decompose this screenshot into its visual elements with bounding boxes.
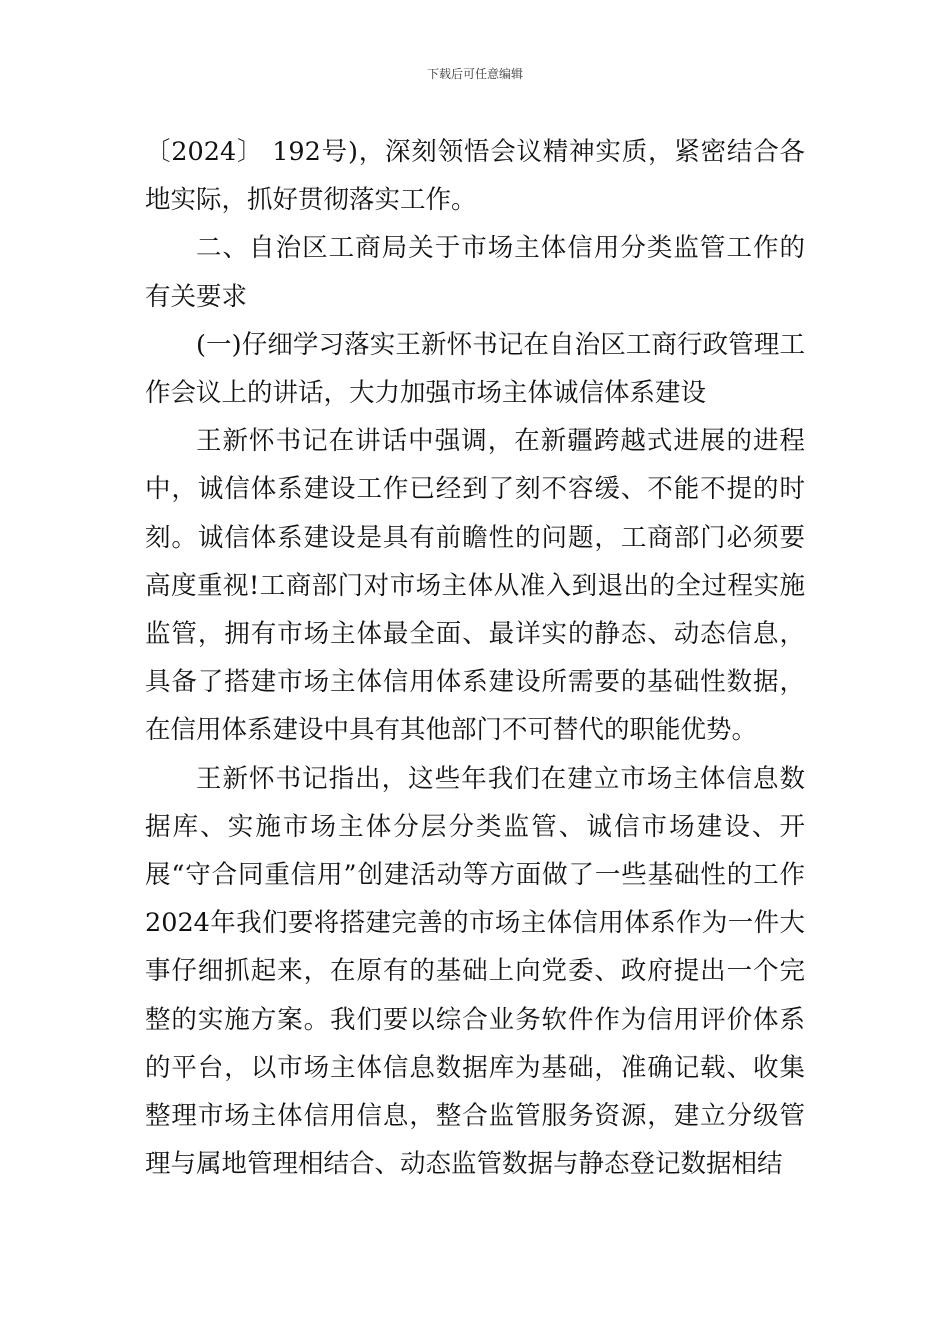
paragraph-1: 〔2024〕 192号)，深刻领悟会议精神实质，紧密结合各地实际，抓好贯彻落实工作。	[145, 137, 805, 216]
paragraph-5: 王新怀书记指出，这些年我们在建立市场主体信息数据库、实施市场主体分层分类监管、诚信市场建设、开展“守合同重信用”创建活动等方面做了一些基础性的工作2024年我们要将搭建完善的市场主体信用体系作为一件大事仔细抓起来，在原有的基础上向党委、政府提出一个完整的实施方案。我们要以综合业务软件作为信用评价体系的平台，以市场主体信息数据库为基础，准确记载、收集整理市场主体信用信息，整合监管服务资源，建立分级管理与属地管理相结合、动态监管数据与静态登记数据相结	[145, 763, 805, 1180]
paragraph-4: 王新怀书记在讲话中强调，在新疆跨越式进展的进程中，诚信体系建设工作已经到了刻不容缓、不能不提的时刻。诚信体系建设是具有前瞻性的问题，工商部门必须要高度重视!工商部门对市场主体从准入到退出的全过程实施监管，拥有市场主体最全面、最详实的静态、动态信息，具备了搭建市场主体信用体系建设所需要的基础性数据，在信用体系建设中具有其他部门不可替代的职能优势。	[145, 426, 805, 746]
paragraph-2: 二、自治区工商局关于市场主体信用分类监管工作的有关要求	[145, 233, 805, 312]
paragraph-3: (一)仔细学习落实王新怀书记在自治区工商行政管理工作会议上的讲话，大力加强市场主体诚信体系建设	[145, 329, 805, 409]
document-body	[145, 128, 805, 1188]
page-header: 下载后可任意编辑	[426, 67, 523, 81]
